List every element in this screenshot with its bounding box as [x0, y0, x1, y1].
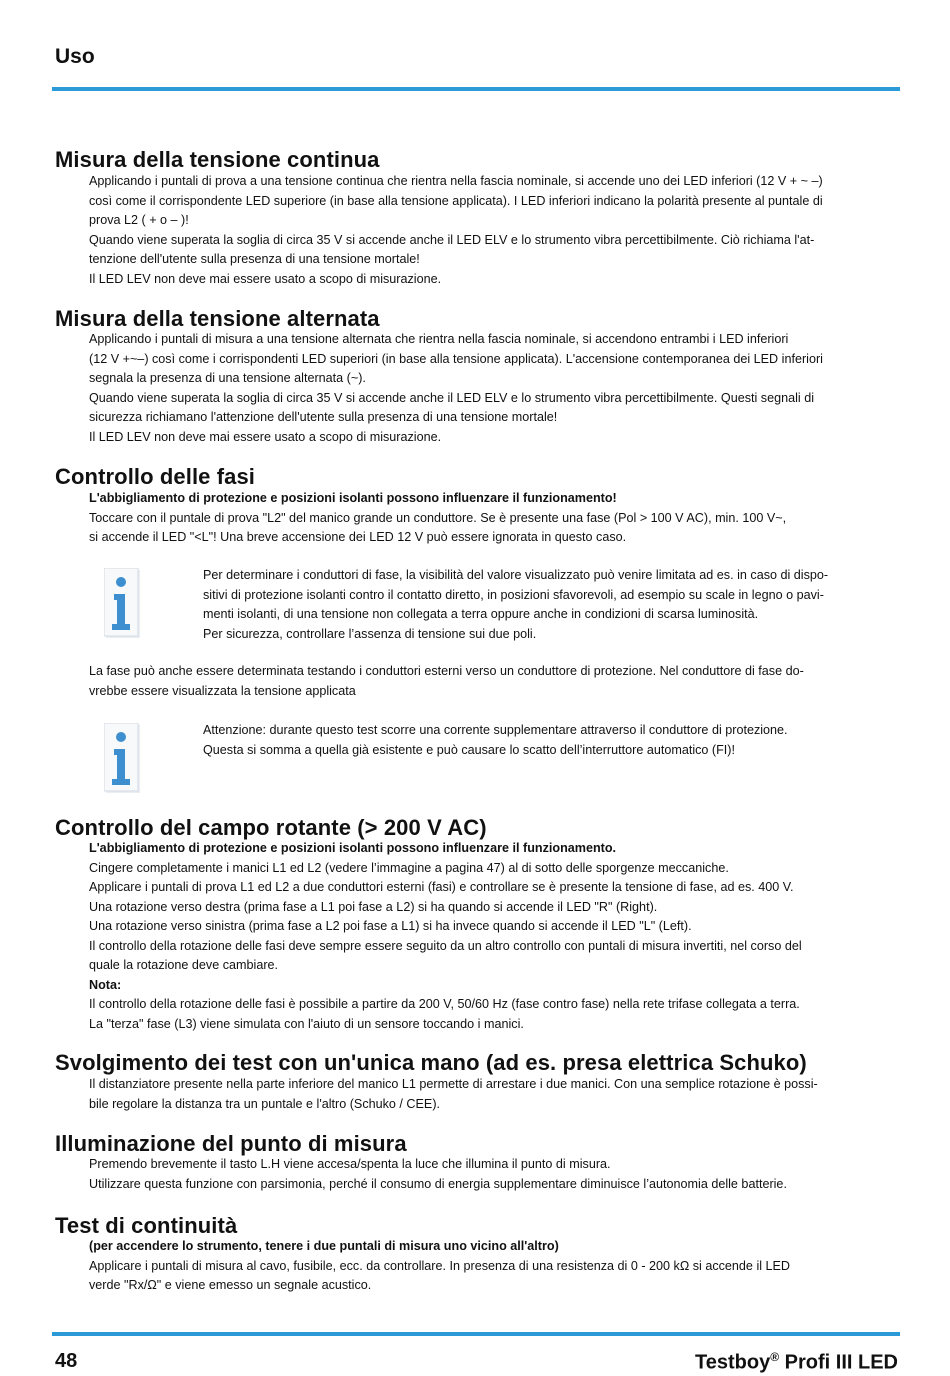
paragraph-line: Applicando i puntali di misura a una tensione alternata che rientra nella fascia nominale, si accendono entrambi i LED inferiori — [89, 332, 789, 346]
page-number: 48 — [55, 1350, 78, 1372]
model-name: Profi III LED — [779, 1351, 898, 1374]
paragraph-line: prova L2 ( + o – )! — [89, 213, 189, 227]
section-title-ac-voltage: Misura della tensione alternata — [55, 306, 380, 331]
info-icon — [104, 723, 142, 795]
section-body-dc-voltage — [89, 172, 895, 289]
warning-text: L'abbigliamento di protezione e posizioni isolanti possono influenzare il funzionamento. — [89, 841, 617, 855]
page-header-title: Uso — [55, 45, 95, 68]
note-line: Attenzione: durante questo test scorre una corrente supplementare attraverso il conduttore di protezione. — [203, 723, 788, 737]
paragraph-line: Applicare i puntali di misura al cavo, fusibile, ecc. da controllare. In presenza di una resistenza di 0 - 200 kΩ si accende il LED — [89, 1258, 791, 1273]
paragraph-line: Quando viene superata la soglia di circa 35 V si accende anche il LED ELV e lo strumento vibra percettibilmente. Ciò richiama l'at- — [89, 232, 815, 247]
section-title-illumination: Illuminazione del punto di misura — [55, 1131, 407, 1156]
paragraph-line: Il controllo della rotazione delle fasi deve sempre essere seguito da un altro controllo con puntali di misura invertiti, nel corso del — [89, 938, 802, 953]
paragraph-line: verde "Rx/Ω" e viene emesso un segnale acustico. — [89, 1278, 372, 1292]
note-line: Per determinare i conduttori di fase, la visibilità del valore visualizzato può venire limitata ad es. in caso di dispo- — [203, 568, 829, 582]
footer-rule — [52, 1332, 900, 1336]
paragraph-line: Applicando i puntali di prova a una tensione continua che rientra nella fascia nominale, si accende uno dei LED inferiori (12 V + ~ –) — [89, 174, 823, 188]
paragraph-line: La "terza" fase (L3) viene simulata con l'aiuto di un sensore toccando i manici. — [89, 1016, 524, 1031]
brand-name: Testboy — [695, 1351, 771, 1374]
note-line: menti isolanti, di una tensione non collegata a terra oppure anche in condizioni di scarsa luminosità. — [203, 607, 759, 621]
section-title-phase-check: Controllo delle fasi — [55, 464, 256, 489]
paragraph-line: così come il corrispondente LED superiore (in base alla tensione applicata). I LED inferiori indicano la polarità presente al puntale di — [89, 193, 823, 208]
paragraph-line: quale la rotazione deve cambiare. — [89, 958, 279, 972]
section-title-continuity: Test di continuità — [55, 1213, 238, 1238]
paragraph-line: Premendo brevemente il tasto L.H viene accesa/spenta la luce che illumina il punto di misura. — [89, 1157, 611, 1171]
paragraph-line: Il controllo della rotazione delle fasi è possibile a partire da 200 V, 50/60 Hz (fase contro fase) nella rete trifase collegata a terra. — [89, 997, 800, 1011]
paragraph-line: Una rotazione verso destra (prima fase a L1 poi fase a L2) si ha quando si accende il LED "R" (Right). — [89, 899, 658, 914]
paragraph-line: segnala la presenza di una tensione alternata (~). — [89, 371, 366, 385]
paragraph-line: Quando viene superata la soglia di circa 35 V si accende anche il LED ELV e lo strumento vibra percettibilmente. Questi segnali di — [89, 390, 815, 405]
paragraph-line: Il LED LEV non deve mai essere usato a scopo di misurazione. — [89, 271, 442, 286]
paragraph-line: si accende il LED "<L"! Una breve accensione dei LED 12 V può essere ignorata in questo caso. — [89, 530, 627, 544]
paragraph-line: Applicare i puntali di prova L1 ed L2 a due conduttori esterni (fasi) e controllare se è presente la tensione di fase, ad es. 400 V. — [89, 880, 794, 894]
paragraph-line: Una rotazione verso sinistra (prima fase a L2 poi fase a L1) si ha invece quando si accende il LED "L" (Left). — [89, 919, 692, 933]
paragraph-line: Utilizzare questa funzione con parsimonia, perché il consumo di energia supplementare diminuisce l’autonomia delle batterie. — [89, 1176, 787, 1191]
section-title-rotary-field: Controllo del campo rotante (> 200 V AC) — [55, 815, 487, 840]
note-line: sitivi di protezione isolanti contro il contatto diretto, in posizioni sfavorevoli, ad esempio su scale in legno o pavi- — [203, 587, 824, 602]
note-line: Questa si somma a quella già esistente e può causare lo scatto dell’interruttore automatico (FI)! — [203, 742, 735, 757]
registered-mark: ® — [770, 1350, 780, 1364]
info-note-rcd-warning — [203, 721, 893, 760]
section-body-phase-check — [89, 489, 895, 548]
header-rule — [52, 87, 900, 91]
note-line: Per sicurezza, controllare l’assenza di tensione sui due poli. — [203, 626, 537, 641]
section-subtitle: (per accendere lo strumento, tenere i due puntali di misura uno vicino all'altro) — [89, 1239, 559, 1253]
paragraph-line: sicurezza richiamano l'attenzione dell'utente sulla presenza di una tensione mortale! — [89, 410, 558, 424]
nota-label: Nota: — [89, 977, 122, 992]
paragraph-line: Il LED LEV non deve mai essere usato a scopo di misurazione. — [89, 429, 442, 444]
paragraph-line: Il distanziatore presente nella parte inferiore del manico L1 permette di arrestare i due manici. Con una semplice rotazione è possi- — [89, 1077, 818, 1091]
paragraph-line: Toccare con il puntale di prova "L2" del manico grande un conduttore. Se è presente una fase (Pol > 100 V AC), min. 100 V~, — [89, 510, 787, 525]
section-body-illumination — [89, 1155, 895, 1194]
section-body-ac-voltage — [89, 330, 895, 447]
section-body-rotary-field — [89, 839, 895, 1034]
paragraph-line: Cingere completamente i manici L1 ed L2 (vedere l’immagine a pagina 47) al di sotto delle sporgenze meccaniche. — [89, 860, 729, 875]
paragraph-line: bile regolare la distanza tra un puntale e l'altro (Schuko / CEE). — [89, 1096, 441, 1111]
section-title-dc-voltage: Misura della tensione continua — [55, 147, 380, 172]
paragraph-line: (12 V +~–) così come i corrispondenti LED superiori (in base alla tensione applicata). L'accensione contemporanea dei LED inferiori — [89, 351, 823, 366]
warning-text: L'abbigliamento di protezione e posizioni isolanti possono influenzare il funzionamento! — [89, 491, 617, 505]
paragraph-line: tenzione dell'utente sulla presenza di una tensione mortale! — [89, 252, 420, 266]
info-note-phase-visibility — [203, 566, 893, 644]
paragraph-line: vrebbe essere visualizzata la tensione applicata — [89, 683, 356, 698]
paragraph-line: La fase può anche essere determinata testando i conduttori esterni verso un conduttore di protezione. Nel conduttore di fase do- — [89, 664, 804, 678]
footer-product-name — [695, 1350, 898, 1375]
section-body-one-hand-test — [89, 1075, 895, 1114]
section-title-one-hand-test: Svolgimento dei test con un'unica mano (ad es. presa elettrica Schuko) — [55, 1050, 807, 1075]
info-icon — [104, 568, 142, 640]
section-body-continuity — [89, 1237, 895, 1296]
section-body-phase-external — [89, 662, 895, 701]
